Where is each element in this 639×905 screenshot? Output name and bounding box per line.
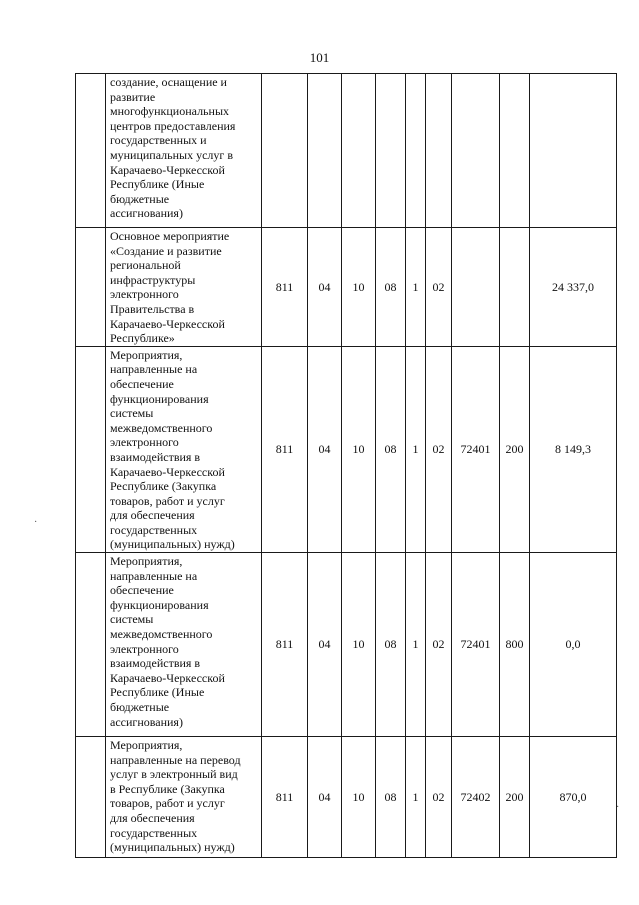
cell-code-p3: 02 [426, 228, 452, 347]
cell-code-p4 [452, 74, 500, 228]
cell-code-pr [342, 74, 376, 228]
cell-code-p2 [406, 74, 426, 228]
cell-code-p3 [426, 74, 452, 228]
cell-amount: 0,0 [530, 553, 617, 737]
cell-code-p2: 1 [406, 737, 426, 858]
cell-code-p2: 1 [406, 553, 426, 737]
cell-code-pr: 10 [342, 553, 376, 737]
row-index-cell [76, 74, 106, 228]
cell-code-p2: 1 [406, 228, 426, 347]
cell-code-gr [262, 74, 308, 228]
row-index-cell [76, 228, 106, 347]
cell-code-gr: 811 [262, 553, 308, 737]
cell-code-rz: 04 [308, 737, 342, 858]
cell-code-p4: 72402 [452, 737, 500, 858]
cell-code-rz: 04 [308, 346, 342, 552]
cell-code-pr: 10 [342, 737, 376, 858]
row-index-cell [76, 737, 106, 858]
row-description: Мероприятия, направленные на перевод услуг в электронный вид в Республике (Закупка товаров, работ и услуг для обеспечения государственных (муниципальных) нужд) [106, 737, 262, 858]
row-description: Основное мероприятие «Создание и развитие региональной инфраструктуры электронного Правительства в Карачаево-Черкесской Республике» [106, 228, 262, 347]
scan-mark: · [34, 517, 38, 528]
table-row [76, 553, 617, 737]
cell-code-p4: 72401 [452, 553, 500, 737]
cell-code-vr: 800 [500, 553, 530, 737]
cell-code-vr [500, 228, 530, 347]
cell-code-pr: 10 [342, 228, 376, 347]
row-index-cell [76, 553, 106, 737]
row-description: Мероприятия, направленные на обеспечение функционирования системы межведомственного электронного взаимодействия в Карачаево-Черкесской Республике (Иные бюджетные ассигнования) [106, 553, 262, 737]
cell-code-p4 [452, 228, 500, 347]
table-row [76, 228, 617, 347]
cell-code-vr: 200 [500, 737, 530, 858]
cell-code-vr: 200 [500, 346, 530, 552]
cell-code-p3: 02 [426, 737, 452, 858]
row-description: создание, оснащение и развитие многофункциональных центров предоставления государственных и муниципальных услуг в Карачаево-Черкесской Республике (Иные бюджетные ассигнования) [106, 74, 262, 228]
cell-code-vr [500, 74, 530, 228]
cell-code-rz: 04 [308, 553, 342, 737]
cell-code-p3: 02 [426, 346, 452, 552]
cell-code-p1 [376, 74, 406, 228]
cell-amount: 870,0 [530, 737, 617, 858]
page-number: 101 [309, 50, 330, 65]
cell-code-gr: 811 [262, 737, 308, 858]
cell-code-p1: 08 [376, 346, 406, 552]
table-row [76, 346, 617, 552]
cell-amount [530, 74, 617, 228]
cell-code-p1: 08 [376, 553, 406, 737]
scan-mark: · [616, 802, 620, 813]
cell-code-rz: 04 [308, 228, 342, 347]
cell-code-gr: 811 [262, 346, 308, 552]
cell-code-p1: 08 [376, 228, 406, 347]
budget-table [75, 73, 620, 858]
cell-amount: 24 337,0 [530, 228, 617, 347]
cell-code-gr: 811 [262, 228, 308, 347]
cell-code-p1: 08 [376, 737, 406, 858]
table-body [76, 74, 620, 858]
row-description: Мероприятия, направленные на обеспечение функционирования системы межведомственного электронного взаимодействия в Карачаево-Черкесской Республике (Закупка товаров, работ и услуг для обеспечения государственных (муниципальных) нужд) [106, 346, 262, 552]
row-index-cell [76, 346, 106, 552]
cell-code-rz [308, 74, 342, 228]
cell-amount: 8 149,3 [530, 346, 617, 552]
cell-code-pr: 10 [342, 346, 376, 552]
table-row [76, 74, 617, 228]
cell-code-p4: 72401 [452, 346, 500, 552]
cell-code-p2: 1 [406, 346, 426, 552]
cell-code-p3: 02 [426, 553, 452, 737]
table-row [76, 737, 617, 858]
